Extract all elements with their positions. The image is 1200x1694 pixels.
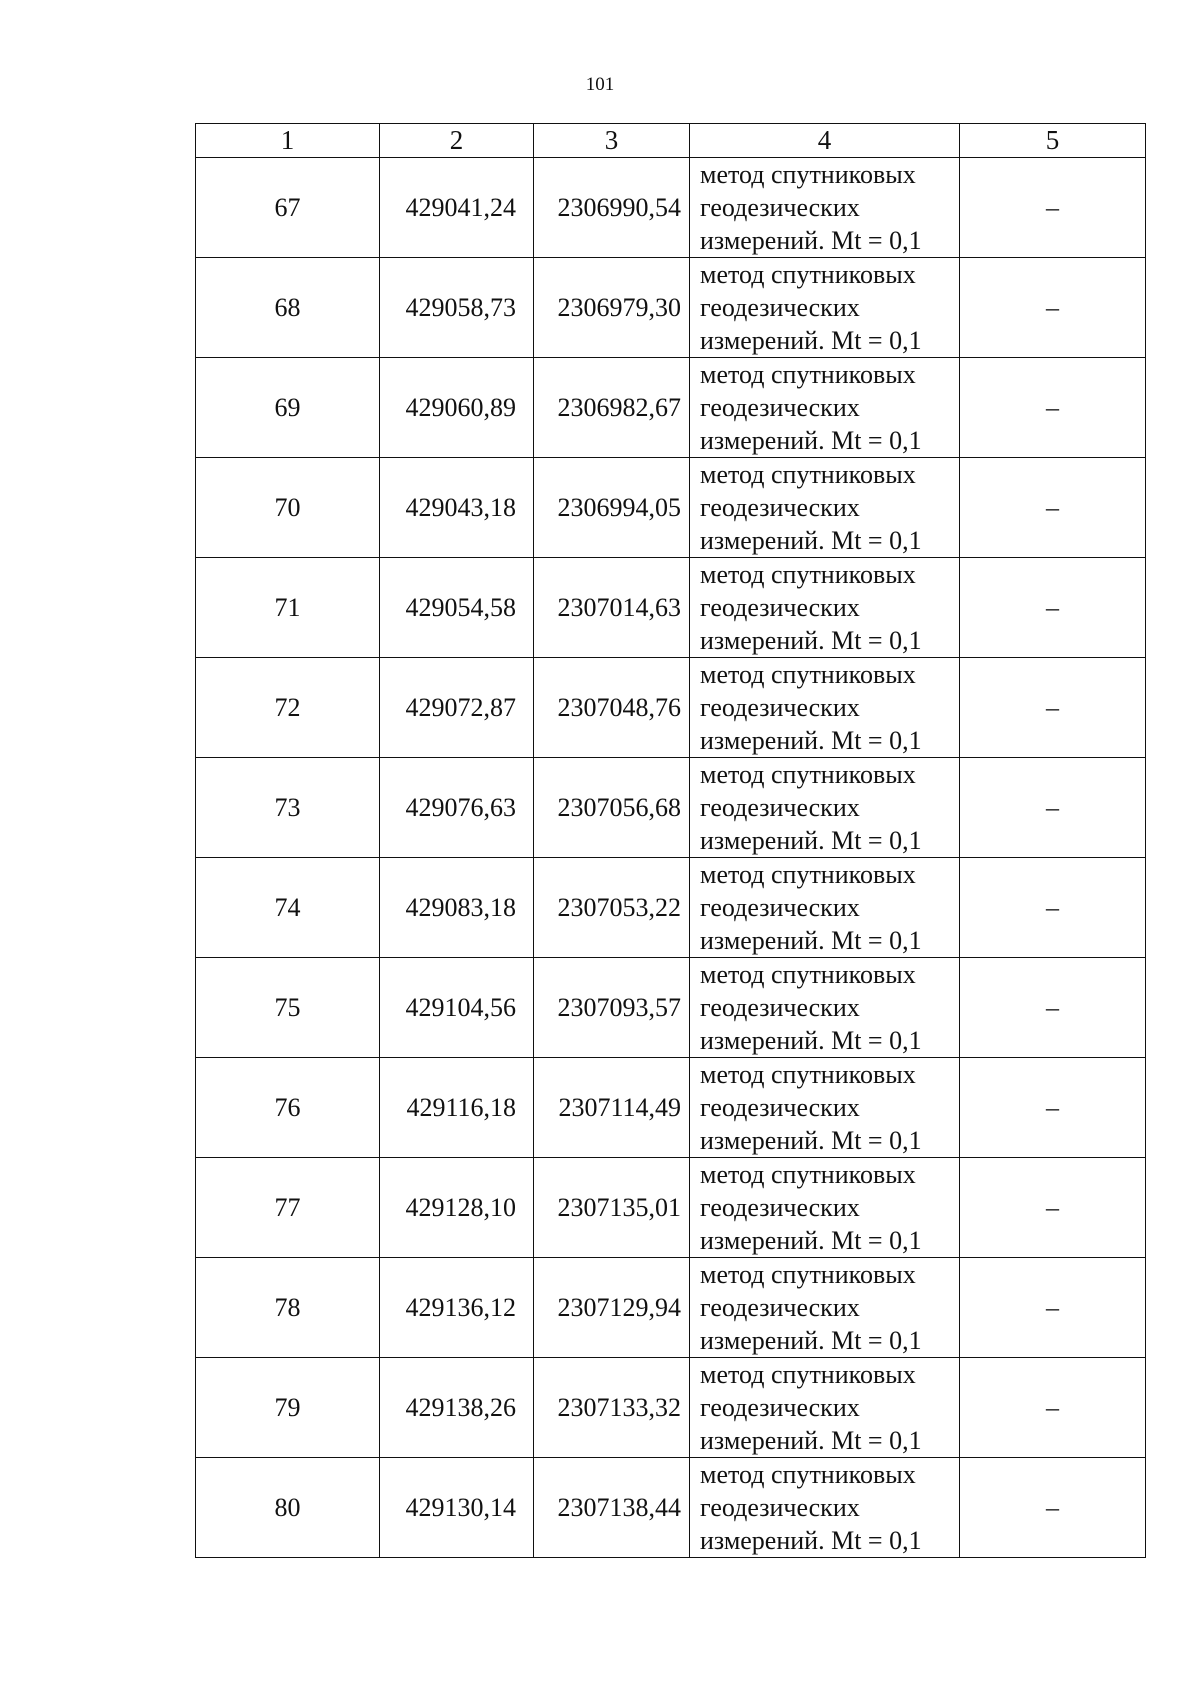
table-row	[196, 858, 1146, 958]
table-row	[196, 958, 1146, 1058]
x-coordinate-cell: 429076,63	[380, 758, 534, 858]
y-coordinate-cell: 2307053,22	[534, 858, 690, 958]
method-cell	[690, 558, 960, 658]
note-cell: –	[960, 358, 1146, 458]
note-cell: –	[960, 258, 1146, 358]
x-coordinate-cell: 429072,87	[380, 658, 534, 758]
point-number-cell: 72	[196, 658, 380, 758]
method-cell	[690, 258, 960, 358]
method-cell	[690, 658, 960, 758]
method-cell	[690, 1358, 960, 1458]
method-line: метод спутниковых	[700, 1360, 916, 1389]
note-cell: –	[960, 658, 1146, 758]
method-line: метод спутниковых	[700, 1060, 916, 1089]
point-number-cell: 76	[196, 1058, 380, 1158]
point-number-cell: 78	[196, 1258, 380, 1358]
page-number: 101	[585, 74, 615, 95]
column-header-4: 4	[690, 124, 960, 158]
method-line: геодезических	[700, 1293, 860, 1322]
table-row	[196, 358, 1146, 458]
y-coordinate-cell: 2307138,44	[534, 1458, 690, 1558]
point-number-cell: 70	[196, 458, 380, 558]
method-cell	[690, 158, 960, 258]
point-number-cell: 79	[196, 1358, 380, 1458]
y-coordinate-cell: 2306982,67	[534, 358, 690, 458]
note-cell: –	[960, 758, 1146, 858]
method-line: геодезических	[700, 793, 860, 822]
method-line: геодезических	[700, 993, 860, 1022]
point-number-cell: 68	[196, 258, 380, 358]
point-number-cell: 69	[196, 358, 380, 458]
point-number-cell: 73	[196, 758, 380, 858]
y-coordinate-cell: 2307056,68	[534, 758, 690, 858]
method-line: измерений. Mt = 0,1	[700, 1526, 922, 1555]
method-line: измерений. Mt = 0,1	[700, 226, 922, 255]
method-line: измерений. Mt = 0,1	[700, 1126, 922, 1155]
method-line: измерений. Mt = 0,1	[700, 626, 922, 655]
y-coordinate-cell: 2307135,01	[534, 1158, 690, 1258]
method-line: метод спутниковых	[700, 560, 916, 589]
note-cell: –	[960, 1458, 1146, 1558]
table-row	[196, 258, 1146, 358]
method-cell	[690, 958, 960, 1058]
x-coordinate-cell: 429060,89	[380, 358, 534, 458]
method-line: измерений. Mt = 0,1	[700, 726, 922, 755]
method-line: измерений. Mt = 0,1	[700, 1426, 922, 1455]
table-row	[196, 558, 1146, 658]
point-number-cell: 71	[196, 558, 380, 658]
method-line: метод спутниковых	[700, 1260, 916, 1289]
method-line: геодезических	[700, 193, 860, 222]
table-row	[196, 658, 1146, 758]
y-coordinate-cell: 2307014,63	[534, 558, 690, 658]
table-row	[196, 1258, 1146, 1358]
method-cell	[690, 1458, 960, 1558]
x-coordinate-cell: 429043,18	[380, 458, 534, 558]
column-header-2: 2	[380, 124, 534, 158]
method-line: метод спутниковых	[700, 260, 916, 289]
method-cell	[690, 758, 960, 858]
method-cell	[690, 1158, 960, 1258]
x-coordinate-cell: 429041,24	[380, 158, 534, 258]
x-coordinate-cell: 429130,14	[380, 1458, 534, 1558]
method-cell	[690, 1058, 960, 1158]
method-line: измерений. Mt = 0,1	[700, 826, 922, 855]
note-cell: –	[960, 458, 1146, 558]
y-coordinate-cell: 2306979,30	[534, 258, 690, 358]
note-cell: –	[960, 158, 1146, 258]
x-coordinate-cell: 429136,12	[380, 1258, 534, 1358]
method-line: геодезических	[700, 493, 860, 522]
method-line: метод спутниковых	[700, 860, 916, 889]
method-cell	[690, 1258, 960, 1358]
y-coordinate-cell: 2306990,54	[534, 158, 690, 258]
x-coordinate-cell: 429116,18	[380, 1058, 534, 1158]
note-cell: –	[960, 1358, 1146, 1458]
method-line: метод спутниковых	[700, 1160, 916, 1189]
y-coordinate-cell: 2307093,57	[534, 958, 690, 1058]
method-cell	[690, 858, 960, 958]
note-cell: –	[960, 1058, 1146, 1158]
x-coordinate-cell: 429128,10	[380, 1158, 534, 1258]
method-line: геодезических	[700, 393, 860, 422]
method-line: геодезических	[700, 1093, 860, 1122]
x-coordinate-cell: 429083,18	[380, 858, 534, 958]
note-cell: –	[960, 1158, 1146, 1258]
method-line: метод спутниковых	[700, 660, 916, 689]
method-line: измерений. Mt = 0,1	[700, 1226, 922, 1255]
point-number-cell: 67	[196, 158, 380, 258]
table-row	[196, 158, 1146, 258]
method-line: геодезических	[700, 293, 860, 322]
y-coordinate-cell: 2307114,49	[534, 1058, 690, 1158]
method-line: метод спутниковых	[700, 960, 916, 989]
method-line: метод спутниковых	[700, 1460, 916, 1489]
method-line: метод спутниковых	[700, 460, 916, 489]
y-coordinate-cell: 2306994,05	[534, 458, 690, 558]
method-line: геодезических	[700, 893, 860, 922]
note-cell: –	[960, 1258, 1146, 1358]
method-line: измерений. Mt = 0,1	[700, 926, 922, 955]
column-header-1: 1	[196, 124, 380, 158]
method-line: метод спутниковых	[700, 360, 916, 389]
x-coordinate-cell: 429054,58	[380, 558, 534, 658]
method-line: измерений. Mt = 0,1	[700, 526, 922, 555]
method-cell	[690, 458, 960, 558]
method-line: геодезических	[700, 1493, 860, 1522]
method-line: измерений. Mt = 0,1	[700, 426, 922, 455]
y-coordinate-cell: 2307129,94	[534, 1258, 690, 1358]
table-row	[196, 1458, 1146, 1558]
point-number-cell: 77	[196, 1158, 380, 1258]
method-line: метод спутниковых	[700, 160, 916, 189]
x-coordinate-cell: 429138,26	[380, 1358, 534, 1458]
method-line: измерений. Mt = 0,1	[700, 1326, 922, 1355]
column-header-3: 3	[534, 124, 690, 158]
y-coordinate-cell: 2307048,76	[534, 658, 690, 758]
method-line: геодезических	[700, 693, 860, 722]
x-coordinate-cell: 429058,73	[380, 258, 534, 358]
method-line: измерений. Mt = 0,1	[700, 1026, 922, 1055]
point-number-cell: 75	[196, 958, 380, 1058]
point-number-cell: 74	[196, 858, 380, 958]
table-row	[196, 1158, 1146, 1258]
coordinates-table	[195, 123, 1146, 1558]
method-cell	[690, 358, 960, 458]
point-number-cell: 80	[196, 1458, 380, 1558]
method-line: измерений. Mt = 0,1	[700, 326, 922, 355]
table-row	[196, 1058, 1146, 1158]
table-row	[196, 458, 1146, 558]
y-coordinate-cell: 2307133,32	[534, 1358, 690, 1458]
note-cell: –	[960, 958, 1146, 1058]
note-cell: –	[960, 558, 1146, 658]
table-row	[196, 1358, 1146, 1458]
method-line: геодезических	[700, 593, 860, 622]
x-coordinate-cell: 429104,56	[380, 958, 534, 1058]
method-line: геодезических	[700, 1193, 860, 1222]
note-cell: –	[960, 858, 1146, 958]
method-line: геодезических	[700, 1393, 860, 1422]
column-header-5: 5	[960, 124, 1146, 158]
table-row	[196, 758, 1146, 858]
table-header-row	[196, 124, 1146, 158]
method-line: метод спутниковых	[700, 760, 916, 789]
